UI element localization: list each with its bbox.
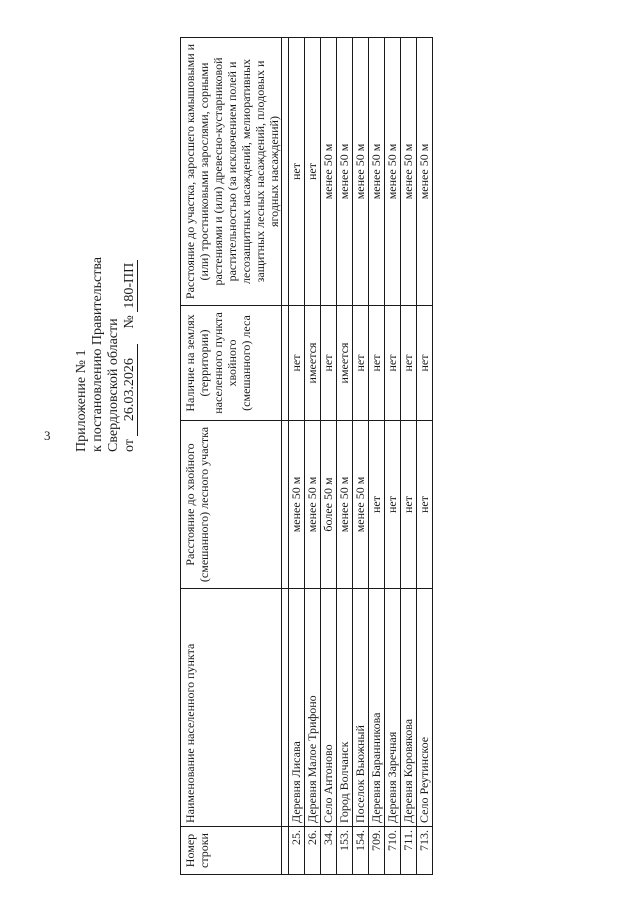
table-row [337,38,353,875]
settlement-name: Деревня Баранникова [369,589,385,827]
resolution-number: 180-ПП [123,260,138,312]
forest-presence: нет [321,306,337,421]
appendix-title: Приложение № 1 [74,349,89,452]
header-row-number: Номер строки [181,827,282,875]
forest-presence: нет [385,306,401,421]
forest-presence: нет [369,306,385,421]
row-number: 25. [289,827,305,875]
settlement-name: Деревня Лисава [289,589,305,827]
distance-forest: менее 50 м [289,421,305,589]
distance-forest: нет [417,421,433,589]
distance-overgrown: нет [289,38,305,306]
number-label: № [122,315,137,329]
appendix-block [74,132,138,452]
settlements-table [180,37,433,875]
row-number: 710. [385,827,401,875]
distance-forest: менее 50 м [337,421,353,589]
distance-forest: нет [369,421,385,589]
distance-overgrown: менее 50 м [369,38,385,306]
row-number: 709. [369,827,385,875]
table-row [385,38,401,875]
forest-presence: нет [401,306,417,421]
forest-presence: имеется [305,306,321,421]
row-number: 711. [401,827,417,875]
appendix-resolution: к постановлению Правительства [90,256,105,452]
row-number: 153. [337,827,353,875]
forest-presence: имеется [337,306,353,421]
forest-presence: нет [417,306,433,421]
settlement-name: Село Реутинское [417,589,433,827]
table-row [305,38,321,875]
table-row [369,38,385,875]
table-row [401,38,417,875]
header-settlement-name: Наименование населенного пункта [181,589,282,827]
header-separator-row [282,38,289,875]
settlement-name: Поселок Вьюжный [353,589,369,827]
forest-presence: нет [289,306,305,421]
distance-overgrown: менее 50 м [321,38,337,306]
distance-forest: нет [401,421,417,589]
distance-overgrown: менее 50 м [385,38,401,306]
distance-forest: менее 50 м [305,421,321,589]
appendix-region: Свердловской области [106,318,121,452]
resolution-date: 26.03.2026 [123,344,138,436]
table-row [353,38,369,875]
row-number: 26. [305,827,321,875]
settlement-name: Деревня Коровякова [401,589,417,827]
row-number: 34. [321,827,337,875]
table-row [321,38,337,875]
distance-forest: нет [385,421,401,589]
from-label: от [122,439,137,452]
page-number: 3 [44,428,51,443]
header-distance-forest: Расстояние до хвойного (смешанного) лесного участка [181,421,282,589]
settlement-name: Город Волчанск [337,589,353,827]
table-row [289,38,305,875]
distance-overgrown: менее 50 м [417,38,433,306]
header-distance-overgrown: Расстояние до участка, заросшего камышовыми и (или) тростниковыми зарослями, сорными растениями и (или) древесно-кустарниковой растительностью (за исключением полей и лесозащитных насаждений, мелиоративных защитных лесных насаждений, плодовых и ягодных насаждений) [181,38,282,306]
forest-presence: нет [353,306,369,421]
distance-forest: более 50 м [321,421,337,589]
settlement-name: Деревня Заречная [385,589,401,827]
header-forest-presence: Наличие на землях (территории) населенного пункта хвойного (смешанного) леса [181,306,282,421]
row-number: 713. [417,827,433,875]
row-number: 154. [353,827,369,875]
distance-overgrown: менее 50 м [337,38,353,306]
distance-overgrown: менее 50 м [401,38,417,306]
distance-overgrown: нет [305,38,321,306]
table-row [417,38,433,875]
distance-forest: менее 50 м [353,421,369,589]
settlement-name: Деревня Малое Трифоно [305,589,321,827]
distance-overgrown: менее 50 м [353,38,369,306]
settlement-name: Село Антоново [321,589,337,827]
appendix-date-line [122,132,138,452]
table-header-row [181,38,282,875]
